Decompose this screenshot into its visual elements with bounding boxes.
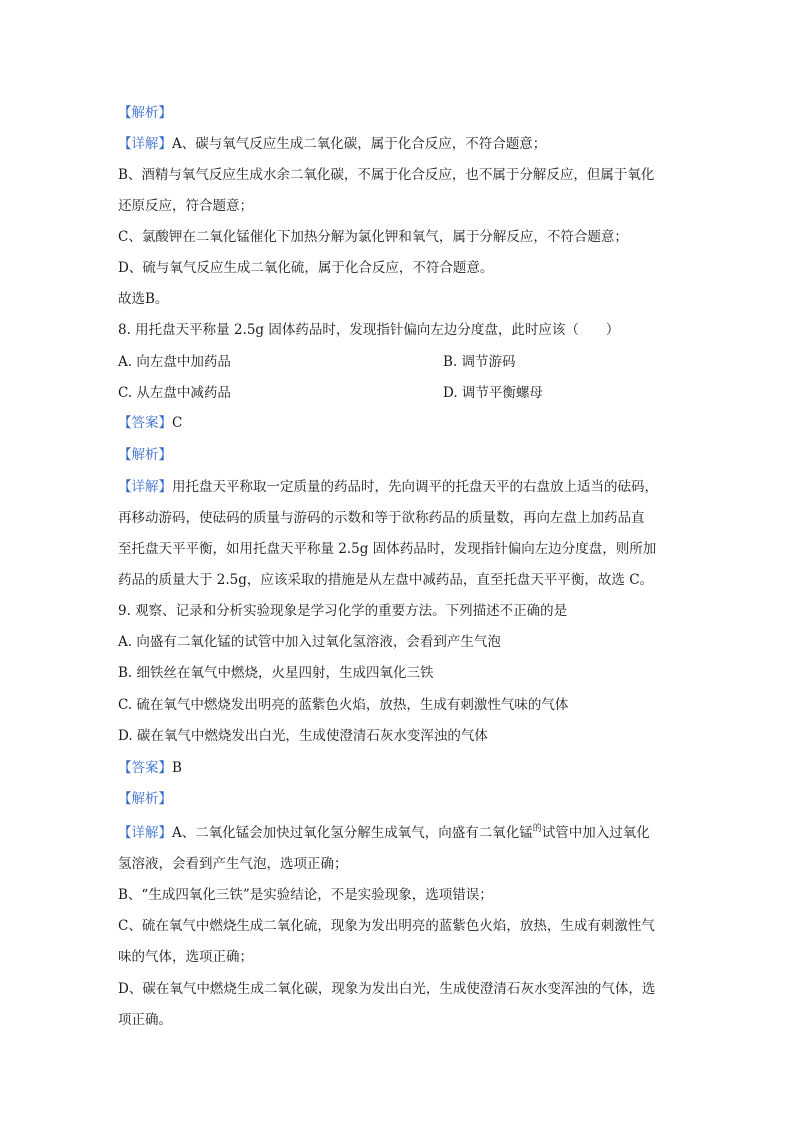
- q9-detail-d2: 项正确。: [118, 1012, 172, 1028]
- q8-detail-4: 药品的质量大于 2.5g，应该采取的措施是从左盘中减药品，直至托盘天平平衡，故选 C。: [118, 572, 654, 588]
- q9-answer-tag: 【答案】: [118, 760, 172, 776]
- q9-answer: [118, 758, 688, 778]
- q7-line-d: D、硫与氧气反应生成二氧化硫，属于化合反应，不符合题意。: [118, 260, 494, 276]
- q8-answer-tag: 【答案】: [118, 415, 172, 431]
- q8-option-a: A. 向左盘中加药品: [118, 354, 231, 370]
- q7-line-c: C、氯酸钾在二氧化锰催化下加热分解为氯化钾和氧气，属于分解反应，不符合题意；: [118, 229, 628, 245]
- q8-option-c: C. 从左盘中减药品: [118, 385, 231, 401]
- q9-a1-pre: A、二氧化锰会加快过氧化氢分解生成氧气，向盛有二氧化锰: [172, 825, 533, 841]
- q9-detail-a1: [118, 823, 688, 845]
- q8-option-b: B. 调节游码: [443, 354, 516, 370]
- q8-detail-tag: 【详解】: [118, 479, 172, 495]
- q8-detail-1-text: 用托盘天平称取一定质量的药品时，先向调平的托盘天平的右盘放上适当的砝码，: [172, 479, 658, 495]
- q7-analysis-tag: 【解析】: [118, 105, 172, 121]
- q9-detail-b1: B、“生成四氧化三铁”是实验结论，不是实验现象，选项错误；: [118, 887, 493, 903]
- q9-detail-a2: 氢溶液，会看到产生气泡，选项正确；: [118, 856, 348, 872]
- q8-answer-value: C: [172, 415, 183, 431]
- q9-detail-tag: 【详解】: [118, 825, 172, 841]
- q9-option-b: B. 细铁丝在氧气中燃烧，火星四射，生成四氧化三铁: [118, 665, 434, 681]
- q9-option-c: C. 硫在氧气中燃烧发出明亮的蓝紫色火焰，放热，生成有刺激性气味的气体: [118, 697, 569, 713]
- q7-conclusion: 故选B。: [118, 291, 169, 307]
- q8-detail-1: [118, 477, 688, 497]
- q9-a1-sup: 的: [532, 824, 542, 834]
- q8-option-d: D. 调节平衡螺母: [443, 385, 543, 401]
- q9-a1-post: 试管中加入过氧化: [541, 825, 650, 841]
- q8-stem: 8. 用托盘天平称量 2.5g 固体药品时，发现指针偏向左边分度盘，此时应该（ ）: [118, 322, 620, 338]
- q7-line-a: A、碳与氧气反应生成二氧化碳，属于化合反应，不符合题意；: [172, 136, 547, 152]
- q9-answer-value: B: [172, 760, 182, 776]
- q9-stem: 9. 观察、记录和分析实验现象是学习化学的重要方法。下列描述不正确的是: [118, 603, 568, 619]
- q7-detail-tag: 【详解】: [118, 136, 172, 152]
- q7-line-b1: B、酒精与氧气反应生成水余二氧化碳，不属于化合反应，也不属于分解反应，但属于氧化: [118, 167, 655, 183]
- q8-detail-3: 至托盘天平平衡，如用托盘天平称量 2.5g 固体药品时，发现指针偏向左边分度盘，则所加: [118, 541, 657, 557]
- q8-answer: [118, 413, 688, 433]
- q8-detail-2: 再移动游码，使砝码的质量与游码的示数和等于欲称药品的质量数，再向左盘上加药品直: [118, 510, 645, 526]
- q9-detail-c1: C、硫在氧气中燃烧生成二氧化硫，现象为发出明亮的蓝紫色火焰，放热，生成有刺激性气: [118, 918, 655, 934]
- q9-option-d: D. 碳在氧气中燃烧发出白光，生成使澄清石灰水变浑浊的气体: [118, 728, 488, 744]
- q9-detail-c2: 味的气体，选项正确；: [118, 949, 253, 965]
- q7-detail-a: [118, 134, 688, 154]
- q9-option-a: A. 向盛有二氧化锰的试管中加入过氧化氢溶液，会看到产生气泡: [118, 634, 501, 650]
- q8-analysis-tag: 【解析】: [118, 447, 172, 463]
- q9-analysis-tag: 【解析】: [118, 791, 172, 807]
- q7-line-b2: 还原反应，符合题意；: [118, 198, 253, 214]
- q9-detail-d1: D、碳在氧气中燃烧生成二氧化碳，现象为发出白光，生成使澄清石灰水变浑浊的气体，选: [118, 981, 656, 997]
